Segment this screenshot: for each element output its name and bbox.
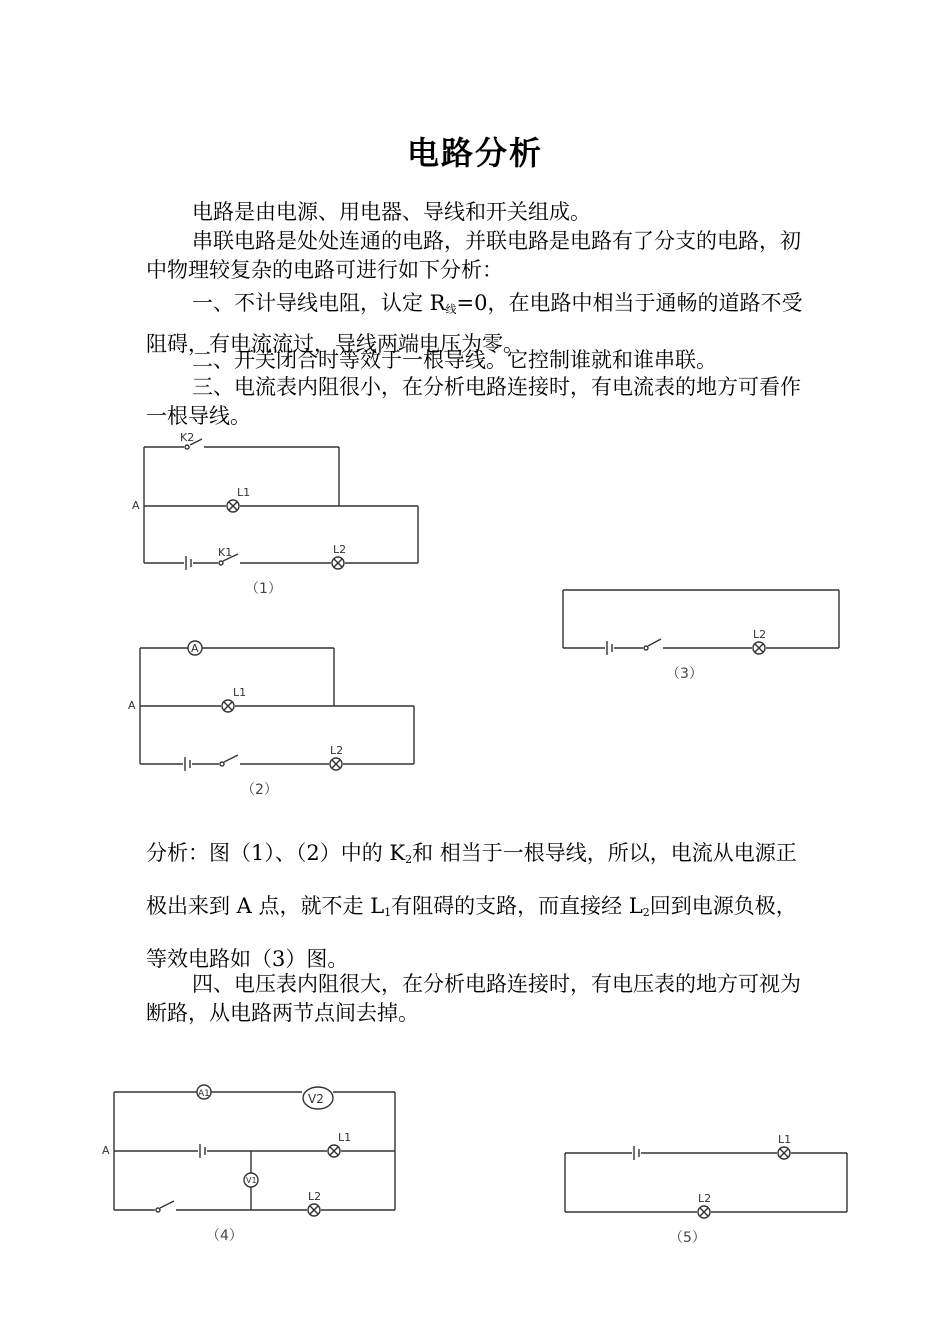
fig4-v1-label: V1 — [246, 1176, 257, 1185]
fig4-l1-label: L1 — [338, 1131, 352, 1144]
fig5-caption: （5） — [669, 1230, 706, 1246]
rule-1-text-a: 一、不计导线电阻，认定 R — [192, 291, 446, 315]
fig5-l2-label: L2 — [698, 1192, 712, 1205]
circuit-figure-2 — [128, 641, 414, 798]
rule-1-subscript: 线 — [445, 303, 457, 316]
analysis-sub-l2: 2 — [642, 906, 650, 919]
paragraph-rule-2: 二、开关闭合时等效于一根导线。它控制谁就和谁串联。 — [192, 348, 717, 372]
fig1-l2-label: L2 — [333, 543, 347, 556]
circuit-figure-4 — [102, 1085, 395, 1244]
circuit-figure-3 — [563, 590, 839, 682]
analysis-text-2: 和 相当于一根导线，所以，电流从电源正极出来到 A 点，就不走 L — [146, 841, 797, 918]
analysis-text-1: 分析：图（1）、（2）中的 K — [146, 841, 406, 865]
fig3-caption: （3） — [666, 666, 703, 682]
fig4-node-a-label: A — [102, 1144, 110, 1157]
fig1-node-a-label: A — [132, 499, 140, 512]
fig1-caption: （1） — [245, 581, 282, 597]
fig1-k2-label: K2 — [180, 431, 195, 444]
fig4-l2-label: L2 — [308, 1190, 322, 1203]
fig2-l1-label: L1 — [233, 686, 247, 699]
analysis-sub-l1: 1 — [384, 906, 392, 919]
analysis-sub-k2: 2 — [405, 853, 413, 866]
page-title: 电路分析 — [406, 134, 543, 172]
paragraph-rule-3: 三、电流表内阻很小，在分析电路连接时，有电流表的地方可看作一根导线。 — [146, 375, 801, 428]
fig5-l1-label: L1 — [778, 1133, 792, 1146]
fig2-caption: （2） — [241, 782, 278, 798]
fig2-ammeter-label: A — [191, 642, 199, 655]
rule-1-text-b: =0，在电路中相当于通畅的道路不受阻碍，有电流流过，导线两端电压为零。 — [146, 291, 803, 356]
fig4-a1-label: A1 — [198, 1089, 210, 1099]
fig2-node-a-label: A — [128, 699, 136, 712]
fig2-l2-label: L2 — [330, 744, 344, 757]
circuit-figure-1 — [132, 431, 418, 597]
fig4-caption: （4） — [206, 1228, 243, 1244]
fig3-l2-label: L2 — [753, 628, 767, 641]
analysis-text-4: 回到电源负极，等效电路如（3）图。 — [146, 894, 797, 971]
paragraph-rule-4: 四、电压表内阻很大，在分析电路连接时，有电压表的地方可视为断路，从电路两节点间去掉。 — [146, 972, 801, 1025]
paragraph-series-parallel: 串联电路是处处连通的电路，并联电路是电路有了分支的电路，初中物理较复杂的电路可进行如下分析： — [146, 229, 801, 282]
fig1-k1-label: K1 — [218, 546, 233, 559]
paragraph-intro: 电路是由电源、用电器、导线和开关组成。 — [192, 200, 591, 224]
circuit-figure-5 — [565, 1133, 847, 1246]
fig1-l1-label: L1 — [237, 486, 251, 499]
fig4-v2-label: V2 — [308, 1092, 324, 1106]
analysis-text-3: 有阻碍的支路，而直接经 L — [391, 894, 643, 918]
